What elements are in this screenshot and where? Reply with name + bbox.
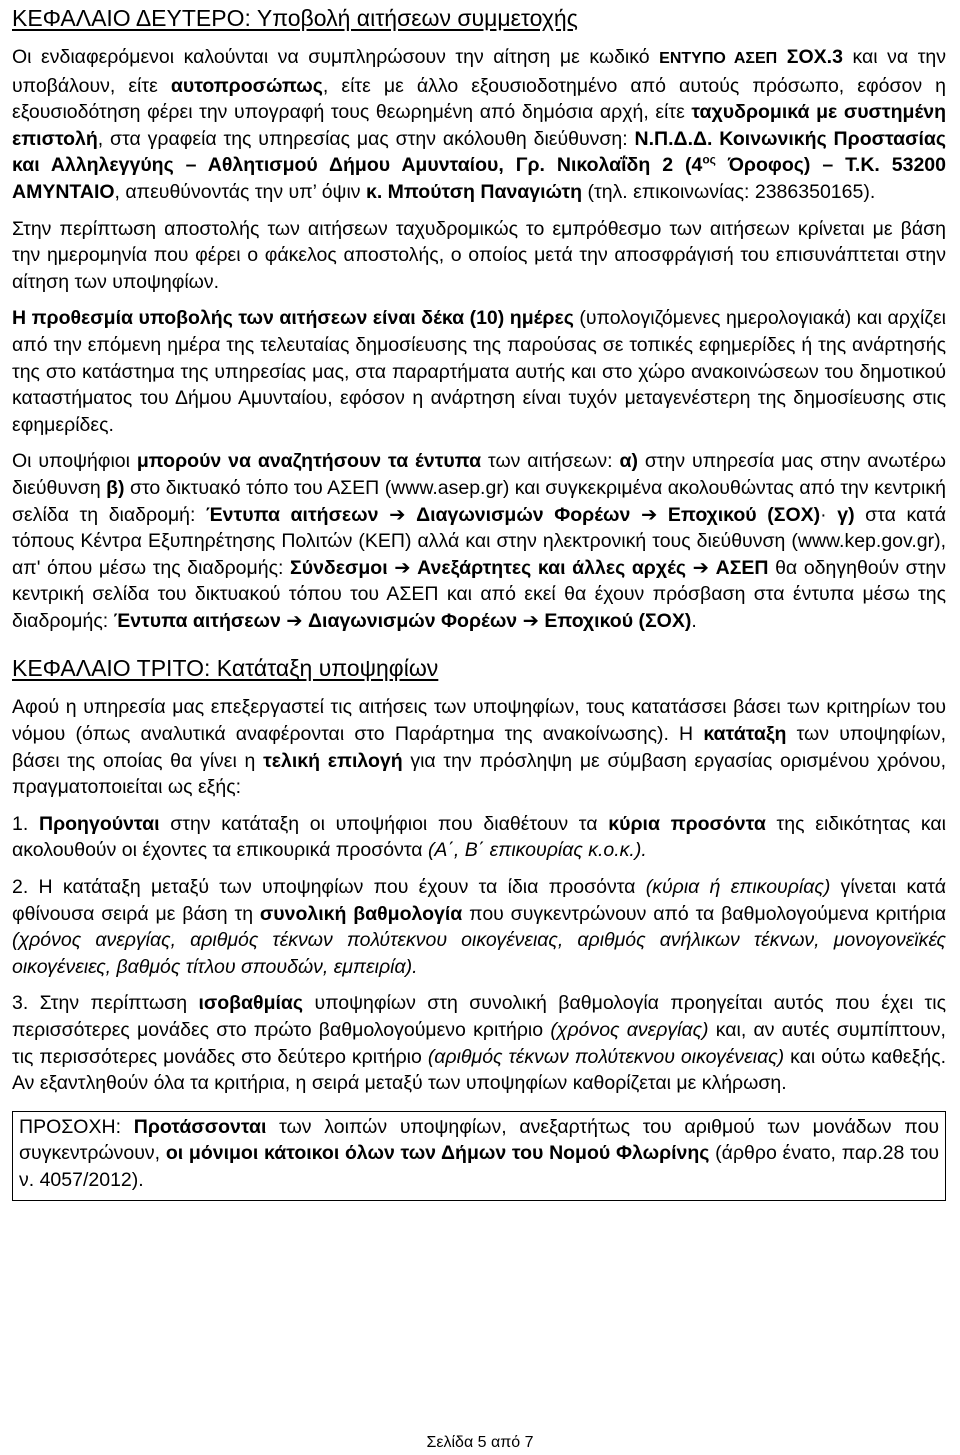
text: 2. Η κατάταξη μεταξύ των υποψηφίων που έχουν τα ίδια προσόντα	[12, 876, 646, 899]
path-step: Εποχικού (ΣΟΧ)	[667, 503, 821, 526]
forms-paragraph	[12, 448, 946, 634]
path-step: Διαγωνισμών Φορέων	[308, 609, 518, 632]
arrow-right-icon: ➔	[394, 555, 411, 579]
text: , είτε με άλλο εξουσιοδοτημένο από αυτούς πρόσωπο, εφόσον η εξουσιοδότηση φέρει την υπογραφή τους θεωρημένη από δημόσια αρχή, είτε	[12, 74, 946, 124]
italic-note: (Α΄, Β΄ επικουρίας κ.ο.κ.).	[427, 839, 647, 862]
emphasis: ισοβαθμίας	[198, 992, 304, 1015]
text: στην κατάταξη οι υποψήφιοι που διαθέτουν τα	[159, 812, 609, 835]
page-number: Σελίδα 5 από 7	[426, 1434, 534, 1451]
emphasis: τελική επιλογή	[263, 749, 403, 772]
text: υποψηφίων στη συνολική βαθμολογία προηγείται αυτός που έχει τις περισσότερες μονάδες στο πρώτο βαθμολογούμενο κριτήριο	[12, 992, 946, 1041]
text: στο δικτυακό τόπο του ΑΣΕΠ (www.asep.gr) και συγκεκριμένα ακολουθώντας από την κεντρική σελίδα τη διαδρομή:	[12, 476, 946, 526]
arrow-right-icon: ➔	[522, 608, 539, 632]
emphasis: κύρια προσόντα	[608, 812, 766, 835]
emphasis: αυτοπροσώπως	[170, 74, 323, 97]
text: και ούτω καθεξής. Αν εξαντληθούν όλα τα κριτήρια, η σειρά μεταξύ των υποψηφίων καθορίζεται με κλήρωση.	[12, 1045, 947, 1095]
text: (άρθρο ένατο, παρ.28 του ν. 4057/2012).	[19, 1142, 940, 1191]
path-step: ΑΣΕΠ	[715, 556, 769, 579]
path-step: Εποχικού (ΣΟΧ)	[544, 609, 692, 632]
path-step: Έντυπα αιτήσεων	[113, 609, 281, 632]
text: γίνεται κατά φθίνουσα σειρά με βάση τη	[12, 876, 947, 925]
emphasis: μπορούν να αναζητήσουν τα έντυπα	[136, 450, 482, 473]
italic-note: (χρόνος ανεργίας, αριθμός τέκνων πολύτεκνου οικογένειας, αριθμός ανήλικων τέκνων, μονογονεϊκές οικογένειες, βαθμός τίτλου σπουδών, εμπειρία).	[12, 929, 946, 978]
text: θα οδηγηθούν στην κεντρική σελίδα του δικτυακού τόπου του ΑΣΕΠ και από εκεί θα έχουν πρόσβαση στα έντυπα μέσω της διαδρομής:	[12, 556, 946, 632]
text: .	[691, 609, 697, 632]
deadline-paragraph	[12, 305, 946, 438]
text: ·	[820, 503, 838, 526]
contact-person: κ. Μπούτση Παναγιώτη	[365, 180, 583, 203]
arrow-right-icon: ➔	[640, 502, 658, 526]
italic-note: (χρόνος ανεργίας)	[550, 1019, 709, 1041]
text: 1.	[12, 812, 39, 835]
item-marker: γ)	[837, 503, 855, 526]
path-step: Διαγωνισμών Φορέων	[416, 503, 631, 526]
path-step: Σύνδεσμοι	[290, 556, 388, 579]
text: των αιτήσεων:	[481, 450, 620, 473]
item-marker: β)	[106, 476, 125, 499]
text: στην υπηρεσία μας στην ανωτέρω διεύθυνση	[12, 450, 946, 499]
text: Οι ενδιαφερόμενοι καλούνται να συμπληρώσουν την αίτηση με κωδικό	[12, 46, 660, 68]
address-end: Όροφος) – Τ.Κ. 53200 ΑΜΥΝΤΑΙΟ	[12, 154, 946, 203]
text: , απευθύνοντάς την υπ’ όψιν	[114, 180, 366, 203]
deadline: Η προθεσμία υποβολής των αιτήσεων είναι δέκα (10) ημέρες	[12, 307, 574, 330]
text: Αφού η υπηρεσία μας επεξεργαστεί τις αιτήσεις των υποψηφίων, τους κατατάσσει βάσει των κριτηρίων του νόμου (όπως αναλυτικά αναφέρονται στο Παράρτημα της ανακοίνωσης). Η	[12, 696, 946, 746]
text: για την πρόσληψη με σύμβαση εργασίας ορισμένου χρόνου, πραγματοποιείται ως εξής:	[12, 749, 947, 799]
notice-label: ΠΡΟΣΟΧΗ:	[19, 1115, 134, 1138]
text: (τηλ. επικοινωνίας: 2386350165).	[582, 180, 876, 203]
ranking-item-2	[12, 874, 946, 980]
text: στα κατά τόπους Κέντρα Εξυπηρέτησης Πολιτών (ΚΕΠ) αλλά και στην ηλεκτρονική τους διεύθυνση (www.kep.gov.gr), απ' όπου μέσω της διαδρομής:	[12, 503, 947, 579]
text: των λοιπών υποψηφίων, ανεξαρτήτως του αριθμού των μονάδων που συγκεντρώνουν,	[19, 1115, 939, 1165]
chapter-two-heading: ΚΕΦΑΛΑΙΟ ΔΕΥΤΕΡΟ: Υποβολή αιτήσεων συμμετοχής	[12, 5, 578, 31]
arrow-right-icon: ➔	[692, 555, 709, 579]
ordinal-suffix: ος	[702, 152, 716, 167]
italic-note: (κύρια ή επικουρίας)	[645, 876, 831, 899]
item-marker: α)	[619, 450, 638, 473]
document-page	[12, 0, 946, 1201]
ranking-intro-paragraph	[12, 694, 946, 800]
ranking-item-1	[12, 811, 946, 864]
address: Ν.Π.Δ.Δ. Κοινωνικής Προστασίας και Αλληλεγγύης – Αθλητισμού Δήμου Αμυνταίου, Γρ. Νικολαΐδη 2 (4	[12, 127, 946, 177]
path-step: Έντυπα αιτήσεων	[206, 503, 379, 526]
emphasis: συνολική βαθμολογία	[259, 902, 463, 925]
chapter-three-heading: ΚΕΦΑΛΑΙΟ ΤΡΙΤΟ: Κατάταξη υποψηφίων	[12, 655, 439, 682]
notice-text	[19, 1114, 939, 1194]
emphasis: κατάταξη	[703, 723, 787, 746]
italic-note: (αριθμός τέκνων πολύτεκνου οικογένειας)	[427, 1045, 785, 1068]
emphasis: οι μόνιμοι κάτοικοι όλων των Δήμων του Νομού Φλωρίνης	[165, 1142, 710, 1165]
text: (υπολογιζόμενες ημερολογιακά) και αρχίζει από την επόμενη ημέρα της τελευταίας δημοσίευσης της παρούσας σε τοπικές εφημερίδες ή της ανάρτησής της στο κατάστημα της υπηρεσίας μας, στα παραρτήματα αυτής και στο χώρο ανακοινώσεων του δημοτικού καταστήματος του Δήμου Αμυνταίου, εφόσον η ανάρτηση είναι τυχόν μεταγενέστερη της δημοσίευσης στις εφημερίδες.	[12, 307, 946, 436]
arrow-right-icon: ➔	[389, 502, 406, 526]
form-code-number: ΣΟΧ.3	[786, 46, 843, 68]
text: των υποψηφίων, βάσει της οποίας θα γίνει η	[12, 723, 946, 772]
text: και να την υποβάλουν, είτε	[12, 46, 947, 97]
text: που συγκεντρώνουν από τα βαθμολογούμενα κριτήρια	[462, 902, 946, 925]
emphasis: Προηγούνται	[39, 812, 160, 835]
path-step: Ανεξάρτητες και άλλες αρχές	[417, 556, 687, 579]
text: , στα γραφεία της υπηρεσίας μας στην ακόλουθη διεύθυνση:	[97, 127, 635, 150]
form-code: ΕΝΤΥΠΟ ΑΣΕΠ	[659, 50, 778, 67]
notice-box	[12, 1111, 946, 1201]
arrow-right-icon: ➔	[286, 608, 303, 632]
ranking-item-3	[12, 990, 946, 1096]
postal-paragraph: Στην περίπτωση αποστολής των αιτήσεων ταχυδρομικώς το εμπρόθεσμο των αιτήσεων κρίνεται με βάση την ημερομηνία που φέρει ο φάκελος αποστολής, ο οποίος μετά την αποσφράγισή του επισυνάπτεται στην αίτηση των υποψηφίων.	[12, 217, 946, 293]
emphasis: ταχυδρομικά με συστημένη επιστολή	[12, 101, 946, 150]
text: 3. Στην περίπτωση	[12, 992, 199, 1015]
text: και, αν αυτές συμπίπτουν, τις περισσότερες μονάδες στο δεύτερο κριτήριο	[12, 1019, 946, 1068]
text: Οι υποψήφιοι	[12, 450, 137, 473]
emphasis: Προτάσσονται	[133, 1115, 267, 1138]
submission-paragraph	[12, 44, 946, 206]
text: της ειδικότητας και ακολουθούν οι έχοντες τα επικουρικά προσόντα	[12, 812, 946, 862]
